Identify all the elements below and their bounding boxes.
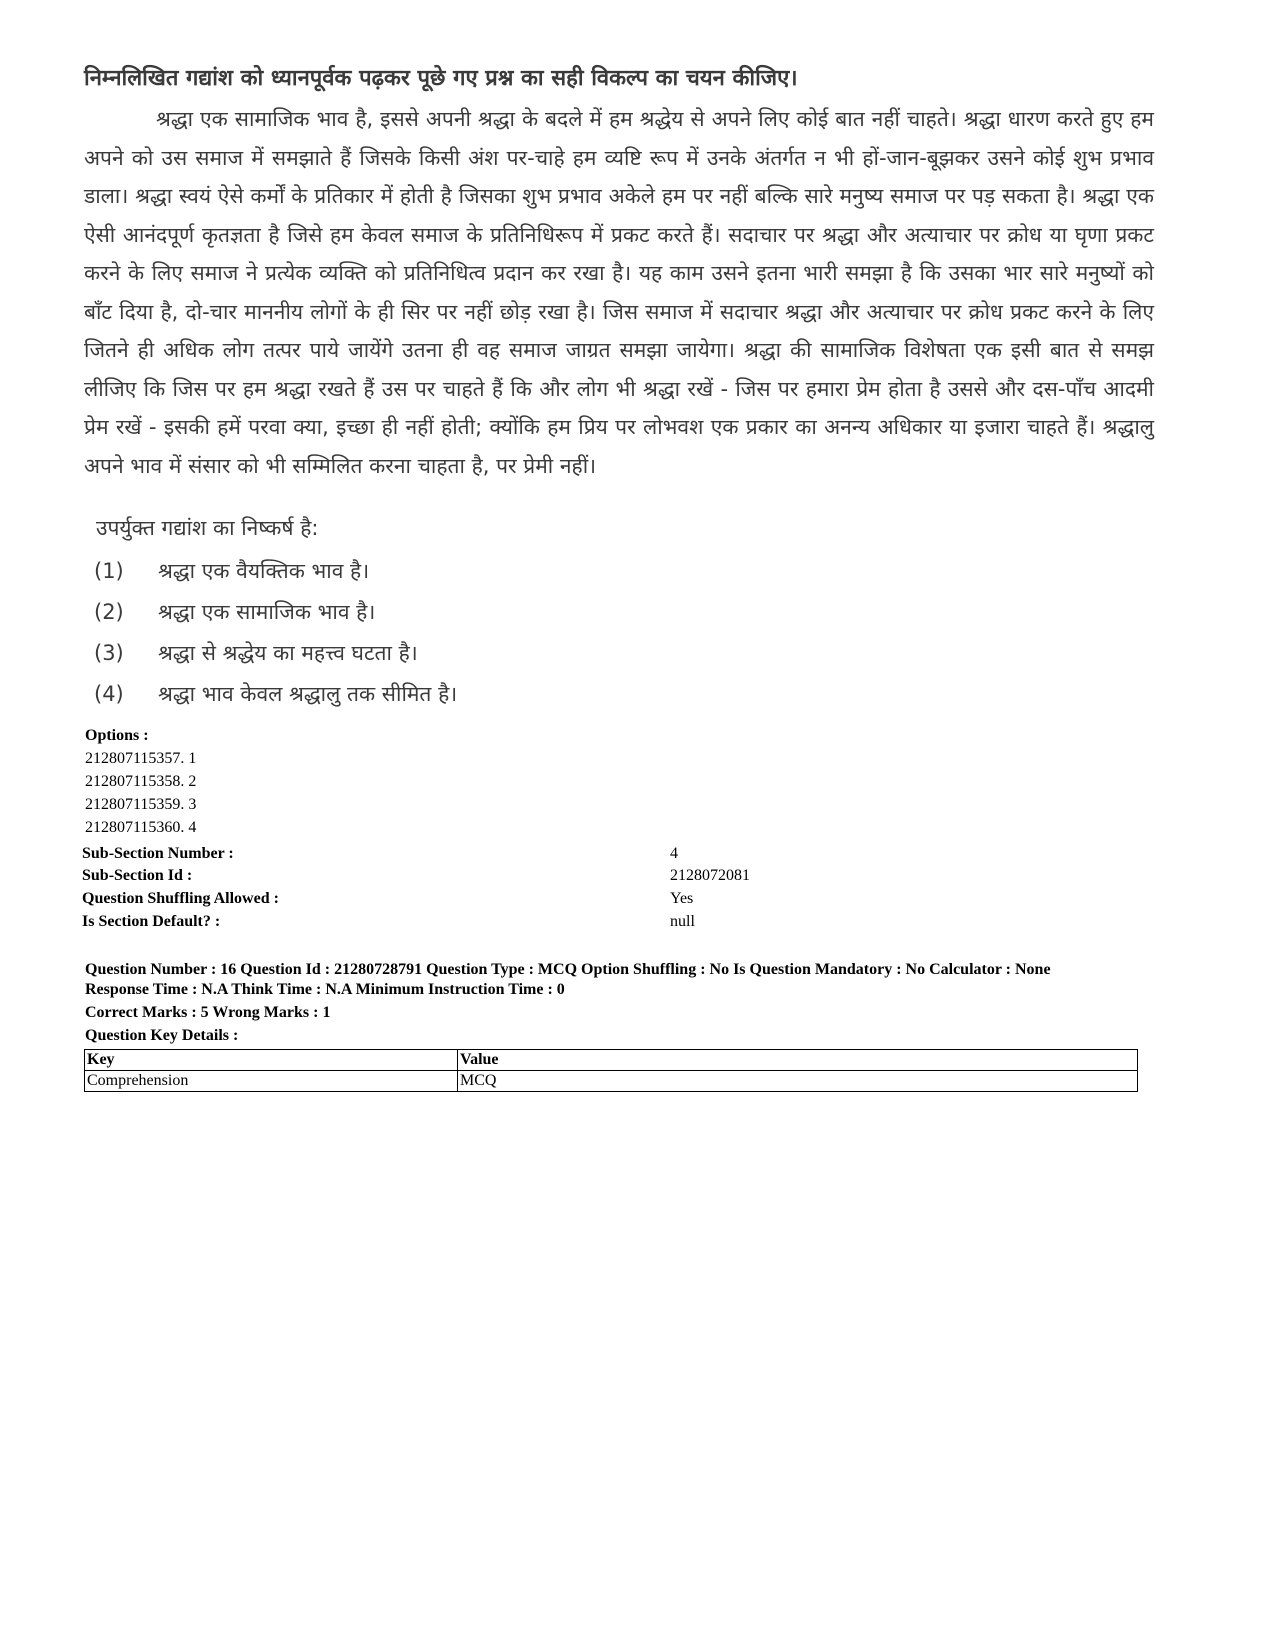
question-info-line: Question Number : 16 Question Id : 21280728791 Question Type : MCQ Option Shuffling : No Is Question Mandatory : No Calculator : None	[85, 961, 1051, 978]
subsection-number-value: 4	[670, 845, 678, 862]
choice-number: (1)	[94, 559, 124, 583]
answer-choice	[94, 633, 1154, 674]
table-row	[85, 1071, 1138, 1092]
question-timing-line: Response Time : N.A Think Time : N.A Minimum Instruction Time : 0	[85, 981, 565, 998]
option-item: 212807115359. 3	[85, 796, 197, 813]
options-heading: Options :	[85, 727, 149, 744]
answer-choice	[94, 592, 1154, 633]
table-header-row	[85, 1050, 1138, 1071]
choice-text: श्रद्धा से श्रद्धेय का महत्त्व घटता है।	[158, 641, 418, 665]
comprehension-passage: श्रद्धा एक सामाजिक भाव है, इससे अपनी श्रद्धा के बदले में हम श्रद्धेय से अपने लिए कोई बात नहीं चाहते। श्रद्धा धारण करते हुए हम अपने को उस समाज में समझाते हैं जिसके किसी अंश पर-चाहे हम व्यष्टि रूप में उनके अंतर्गत न भी हों-जान-बूझकर उसने कोई शुभ प्रभाव डाला। श्रद्धा स्वयं ऐसे कर्मों के प्रतिकार में होती है जिसका शुभ प्रभाव अकेले हम पर नहीं बल्कि सारे मनुष्य समाज पर पड़ सकता है। श्रद्धा एक ऐसी आनंदपूर्ण कृतज्ञता है जिसे हम केवल समाज के प्रतिनिधिरूप में प्रकट करते हैं। सदाचार पर श्रद्धा और अत्याचार पर क्रोध या घृणा प्रकट करने के लिए समाज ने प्रत्येक व्यक्ति को प्रतिनिधित्व प्रदान कर रखा है। यह काम उसने इतना भारी समझा है कि उसका भार सारे मनुष्यों को बाँट दिया है, दो-चार माननीय लोगों के ही सिर पर नहीं छोड़ रखा है। जिस समाज में सदाचार श्रद्धा और अत्याचार पर क्रोध प्रकट करने के लिए जितने ही अधिक लोग तत्पर पाये जायेंगे उतना ही वह समाज जाग्रत समझा जायेगा। श्रद्धा की सामाजिक विशेषता एक इसी बात से समझ लीजिए कि जिस पर हम श्रद्धा रखते हैं उस पर चाहते हैं कि और लोग भी श्रद्धा रखें - जिस पर हमारा प्रेम होता है उससे और दस-पाँच आदमी प्रेम रखें - इसकी हमें परवा क्या, इच्छा ही नहीं होती; क्योंकि हम प्रिय पर लोभवश एक प्रकार का अनन्य अधिकार या इजारा चाहते हैं। श्रद्धालु अपने भाव में संसार को भी सम्मिलित करना चाहता है, पर प्रेमी नहीं।	[84, 107, 1154, 478]
table-cell-key: Comprehension	[85, 1071, 458, 1092]
options-list	[85, 724, 196, 839]
question-instruction: निम्नलिखित गद्यांश को ध्यानपूर्वक पढ़कर पूछे गए प्रश्न का सही विकल्प का चयन कीजिए।	[84, 66, 798, 91]
subsection-number-label: Sub-Section Number :	[82, 845, 234, 862]
section-default-value: null	[670, 913, 695, 930]
table-header-key: Key	[85, 1050, 458, 1071]
choice-text: श्रद्धा एक वैयक्तिक भाव है।	[158, 559, 370, 583]
question-info	[85, 960, 1155, 1046]
choice-number: (4)	[94, 682, 124, 706]
choice-text: श्रद्धा भाव केवल श्रद्धालु तक सीमित है।	[158, 682, 458, 706]
question-shuffling-label: Question Shuffling Allowed :	[82, 890, 279, 907]
table-header-value: Value	[458, 1050, 1138, 1071]
question-stem: उपर्युक्त गद्यांश का निष्कर्ष है:	[96, 516, 319, 540]
option-item: 212807115357. 1	[85, 750, 197, 767]
option-item: 212807115358. 2	[85, 773, 197, 790]
key-details-table	[84, 1049, 1138, 1092]
marks-line: Correct Marks : 5 Wrong Marks : 1	[85, 1004, 331, 1021]
choice-text: श्रद्धा एक सामाजिक भाव है।	[158, 600, 376, 624]
question-image	[84, 62, 1154, 715]
subsection-id-value: 2128072081	[670, 867, 750, 884]
choice-number: (2)	[94, 600, 124, 624]
key-details-heading: Question Key Details :	[85, 1027, 239, 1044]
table-cell-value: MCQ	[458, 1071, 1138, 1092]
choice-number: (3)	[94, 641, 124, 665]
answer-choice	[94, 551, 1154, 592]
subsection-id-label: Sub-Section Id :	[82, 867, 193, 884]
section-default-label: Is Section Default? :	[82, 913, 221, 930]
option-item: 212807115360. 4	[85, 819, 197, 836]
question-shuffling-value: Yes	[670, 890, 694, 907]
answer-choice	[94, 674, 1154, 715]
